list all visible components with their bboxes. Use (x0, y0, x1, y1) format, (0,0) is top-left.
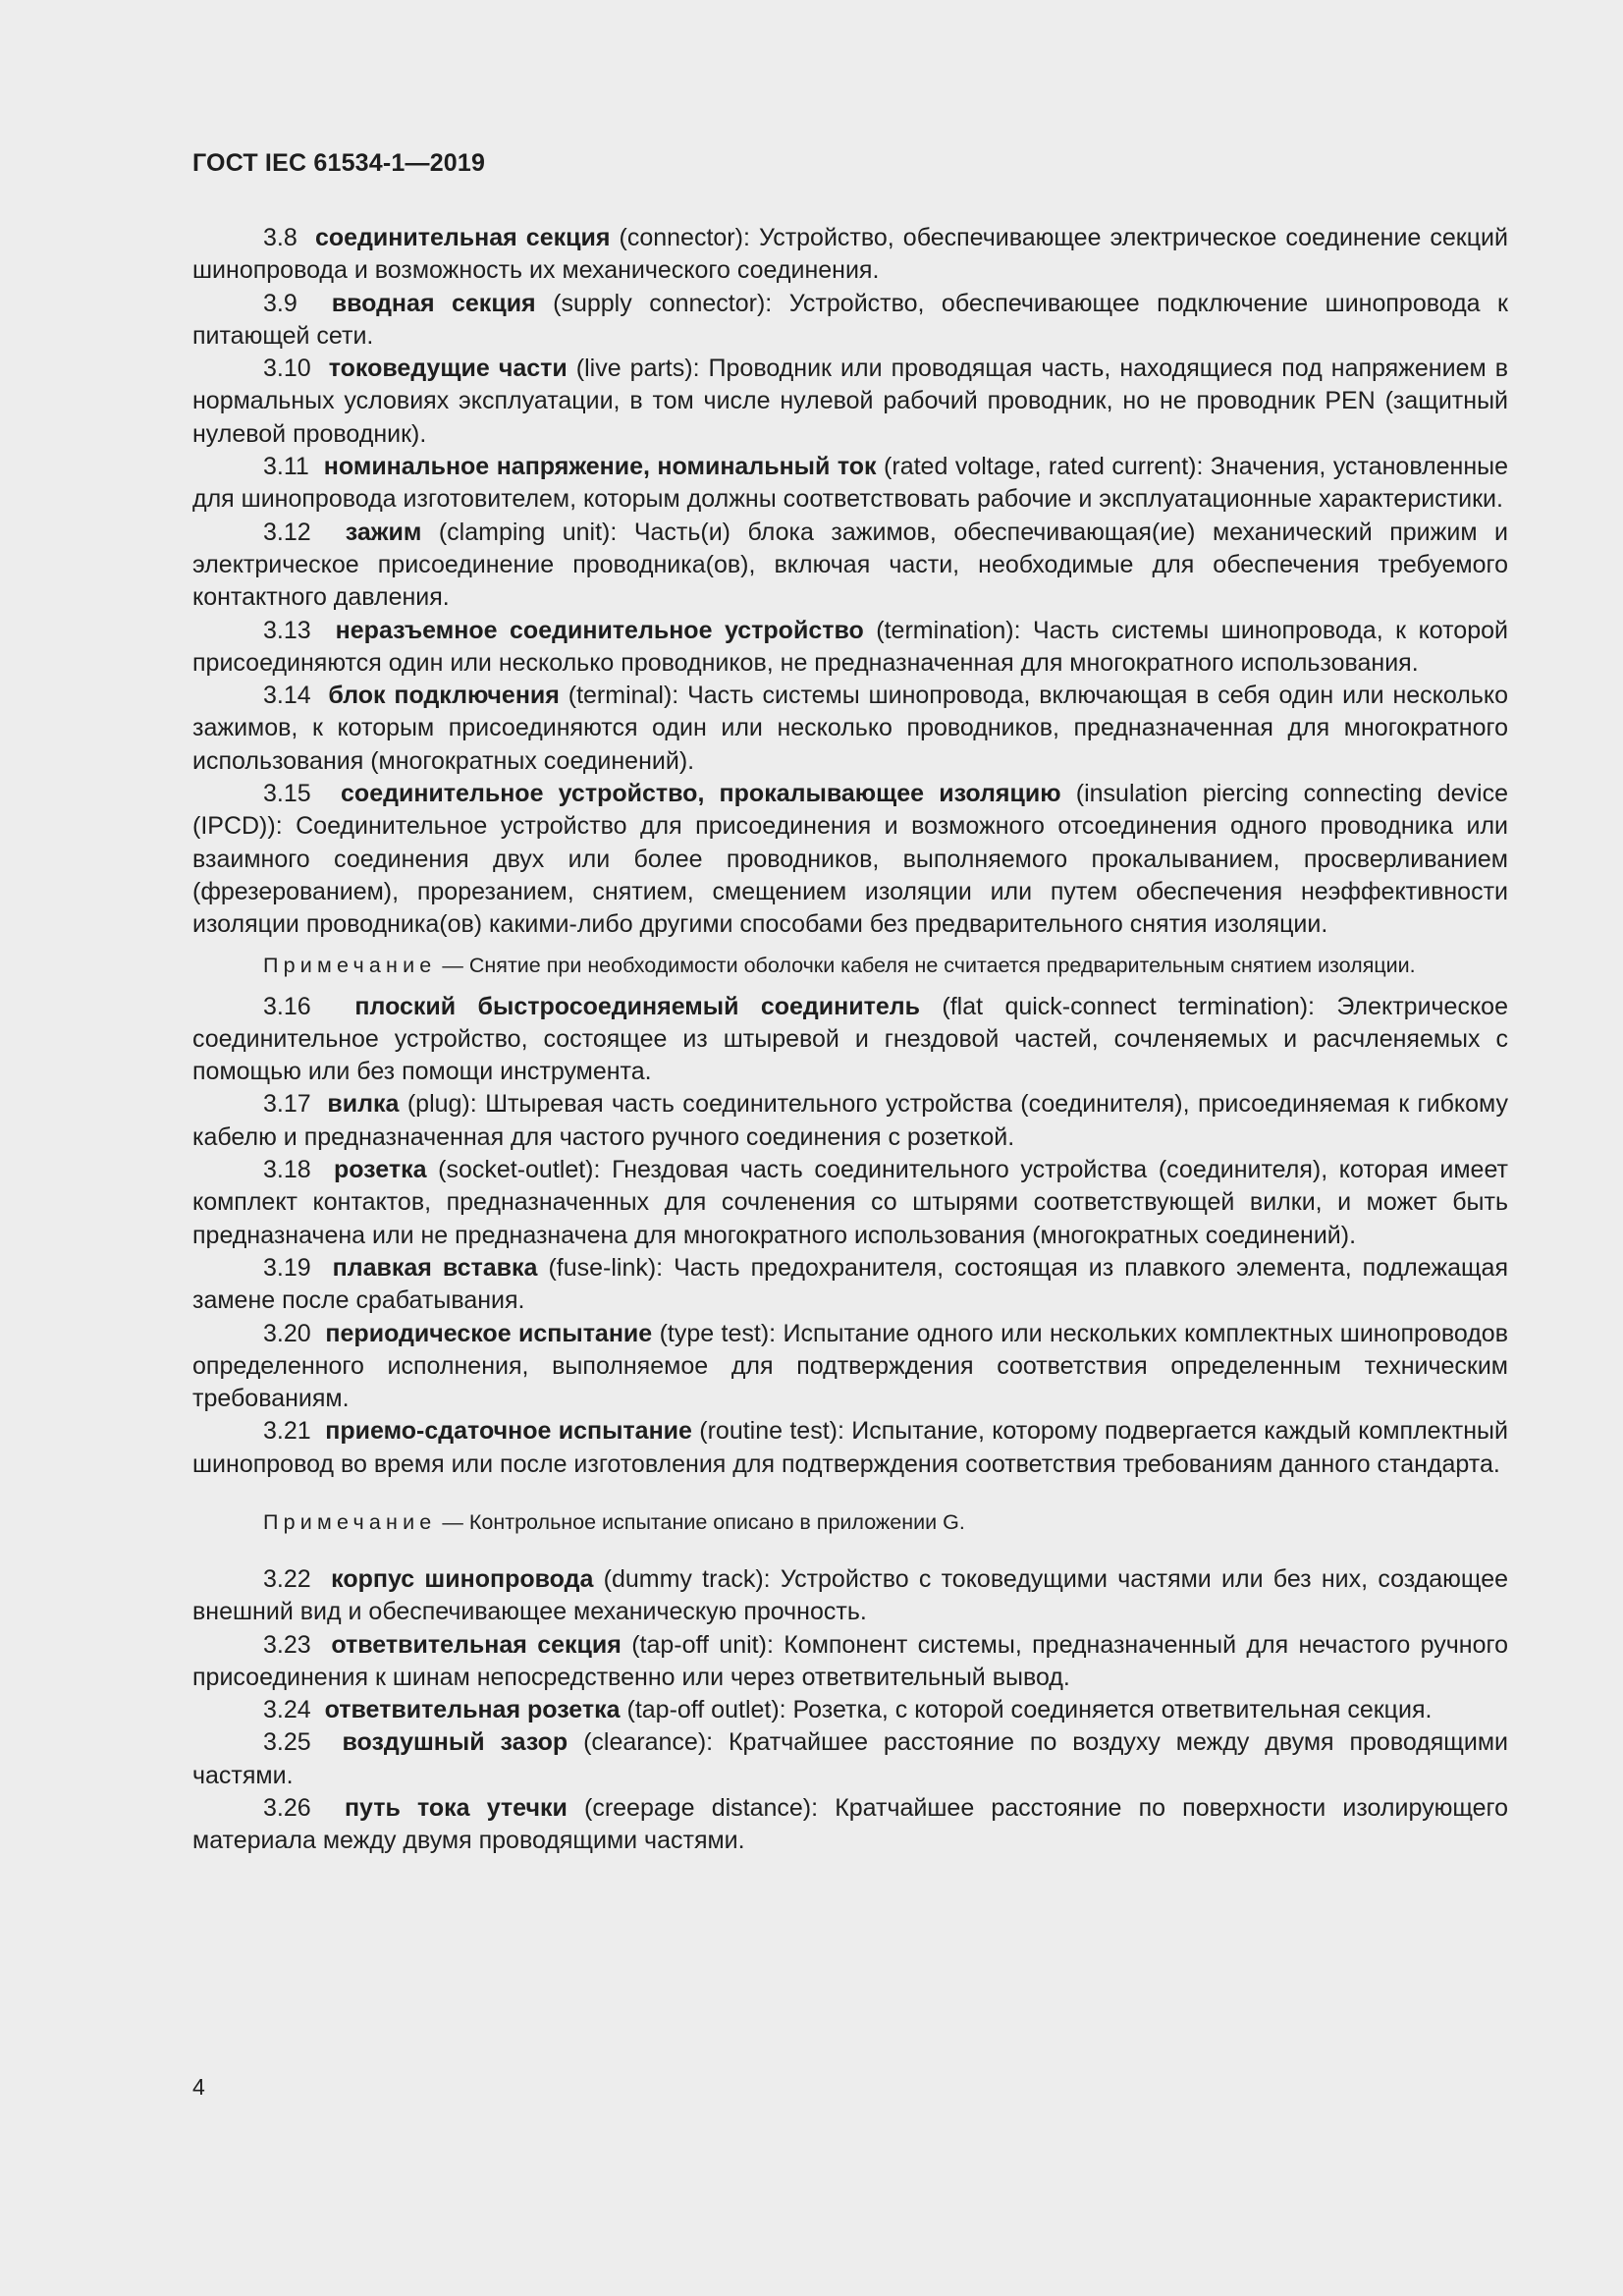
term-name: вилка (327, 1090, 400, 1119)
term-definition: (clamping unit): Часть(и) блока зажимов, обеспечивающая(ие) механический прижим и электрическое присоединение проводника(ов), включая части, необходимые для обеспечения требуемого контактного давления. (192, 518, 1508, 612)
term-name: соединительная секция (314, 224, 611, 251)
term-definition: (rated voltage, rated current): Значения, установленные для шинопровода изготовителем, которым должны соответствовать рабочие и эксплуатационные характеристики. (192, 453, 1508, 514)
term-definition: (fuse-link): Часть предохранителя, состоящая из плавкого элемента, подлежащая замене после срабатывания. (192, 1253, 1508, 1315)
term-number: 3.12 (263, 518, 311, 546)
note-text: — Контрольное испытание описано в приложении G. (436, 1509, 965, 1534)
term-definition: (flat quick-connect termination): Электрическое соединительное устройство, состоящее из штыревой и гнездовой частей, сочленяемых и расчленяемых с помощью или без помощи инструмента. (192, 992, 1508, 1086)
note-label: Примечание (263, 953, 437, 977)
term-entry (192, 991, 1508, 1089)
term-entry (192, 615, 1508, 681)
term-entry (192, 1629, 1508, 1695)
term-name: корпус шинопровода (331, 1564, 594, 1593)
term-definition: (dummy track): Устройство с токоведущими частями или без них, создающее внешний вид и обеспечивающее механическую прочность. (192, 1564, 1508, 1626)
term-entry (192, 680, 1508, 778)
term-definition: (routine test): Испытание, которому подвергается каждый комплектный шинопровод во время или после изготовления для подтверждения соответствия требованиям данного стандарта. (192, 1417, 1508, 1478)
term-definition: (terminal): Часть системы шинопровода, включающая в себя один или несколько зажимов, к которым присоединяются один или несколько проводников, предназначенная для многократного использования (многократных соединений). (192, 682, 1508, 775)
term-entry (192, 1792, 1508, 1858)
term-name: приемо-сдаточное испытание (325, 1417, 692, 1446)
term-definition: (plug): Штыревая часть соединительного устройства (соединителя), присоединяемая к гибкому кабелю и предназначенная для частого ручного соединения с розеткой. (192, 1090, 1508, 1151)
note-label: Примечание (263, 1509, 437, 1534)
term-entry (192, 222, 1508, 288)
term-name: токоведущие части (328, 355, 568, 383)
term-number: 3.15 (263, 780, 311, 808)
term-name: соединительное устройство, прокалывающее изоляцию (341, 780, 1061, 808)
term-entry (192, 778, 1508, 941)
term-name: розетка (333, 1156, 427, 1184)
term-name: номинальное напряжение, номинальный ток (323, 453, 877, 481)
term-entry (192, 517, 1508, 615)
term-number: 3.10 (263, 355, 311, 383)
term-number: 3.20 (263, 1319, 311, 1347)
term-number: 3.23 (263, 1630, 311, 1659)
term-definition: (socket-outlet): Гнездовая часть соединительного устройства (соединителя), которая имеет комплект контактов, предназначенных для сочленения со штырями соответствующей вилки, и может быть предназначена или не предназначена для многократного использования (многократных соединений). (192, 1156, 1508, 1249)
term-number: 3.25 (263, 1728, 311, 1757)
term-name: неразъемное соединительное устройство (335, 616, 864, 644)
term-name: путь тока утечки (344, 1794, 568, 1823)
term-number: 3.21 (263, 1417, 311, 1446)
term-definition: (live parts): Проводник или проводящая часть, находящиеся под напряжением в нормальных условиях эксплуатации, в том числе нулевой рабочий проводник, но не проводник PEN (защитный нулевой проводник). (192, 355, 1508, 448)
term-definition: (tap-off outlet): Розетка, с которой соединяется ответвительная секция. (620, 1696, 1433, 1724)
term-entry (192, 451, 1508, 517)
document-header: ГОСТ IEC 61534-1—2019 (192, 149, 486, 177)
term-name: периодическое испытание (325, 1319, 653, 1347)
term-name: воздушный зазор (342, 1728, 568, 1757)
term-entry (192, 1318, 1508, 1416)
term-entry (192, 1415, 1508, 1481)
term-entry (192, 1088, 1508, 1154)
term-name: зажим (345, 518, 422, 546)
term-number: 3.26 (263, 1794, 311, 1823)
term-entry (192, 353, 1508, 451)
term-name: плавкая вставка (332, 1253, 538, 1282)
term-name: блок подключения (328, 682, 560, 710)
term-entry (192, 1694, 1508, 1726)
note (192, 1507, 1508, 1537)
term-number: 3.8 (263, 224, 298, 251)
term-number: 3.17 (263, 1090, 311, 1119)
term-definition: (supply connector): Устройство, обеспечивающее подключение шинопровода к питающей сети. (192, 289, 1508, 350)
term-name: ответвительная розетка (324, 1696, 621, 1724)
term-entry (192, 288, 1508, 354)
term-name: ответвительная секция (331, 1630, 622, 1659)
term-definition: (creepage distance): Кратчайшее расстояние по поверхности изолирующего материала между двумя проводящими частями. (192, 1794, 1508, 1855)
term-entry (192, 1252, 1508, 1318)
term-definition: (termination): Часть системы шинопровода, к которой присоединяются один или несколько проводников, не предназначенная для многократного использования. (192, 616, 1508, 677)
term-number: 3.19 (263, 1253, 311, 1282)
term-definition: (connector): Устройство, обеспечивающее электрическое соединение секций шинопровода и возможность их механического соединения. (192, 224, 1508, 285)
term-number: 3.11 (263, 453, 309, 481)
term-number: 3.16 (263, 992, 311, 1020)
term-number: 3.18 (263, 1156, 311, 1184)
term-entry (192, 1154, 1508, 1252)
term-definition: (clearance): Кратчайшее расстояние по воздуху между двумя проводящими частями. (192, 1728, 1508, 1789)
term-definition: (type test): Испытание одного или нескольких комплектных шинопроводов определенного исполнения, выполняемое для подтверждения соответствия определенным техническим требованиям. (192, 1319, 1508, 1413)
document-body (192, 222, 1508, 1858)
note (192, 951, 1508, 980)
page-number: 4 (192, 2074, 205, 2100)
term-entry (192, 1563, 1508, 1629)
term-definition: (insulation piercing connecting device (IPCD)): Соединительное устройство для присоединения и возможного отсоединения одного проводника или взаимного соединения двух или более проводников, выполняемого прокалыванием, просверливанием (фрезерованием), прорезанием, снятием, смещением изоляции или путем обеспечения неэффективности изоляции проводника(ов) какими-либо другими способами без предварительного снятия изоляции. (192, 780, 1508, 939)
term-number: 3.22 (263, 1564, 311, 1593)
term-name: вводная секция (331, 289, 536, 317)
term-number: 3.24 (263, 1696, 311, 1724)
term-name: плоский быстросоединяемый соединитель (354, 992, 921, 1020)
note-text: — Снятие при необходимости оболочки кабеля не считается предварительным снятием изоляции. (436, 953, 1416, 977)
term-number: 3.9 (263, 289, 298, 317)
term-entry (192, 1726, 1508, 1792)
term-definition: (tap-off unit): Компонент системы, предназначенный для нечастого ручного присоединения к шинам непосредственно или через ответвительный вывод. (192, 1630, 1508, 1691)
term-number: 3.14 (263, 682, 311, 710)
term-number: 3.13 (263, 616, 311, 644)
